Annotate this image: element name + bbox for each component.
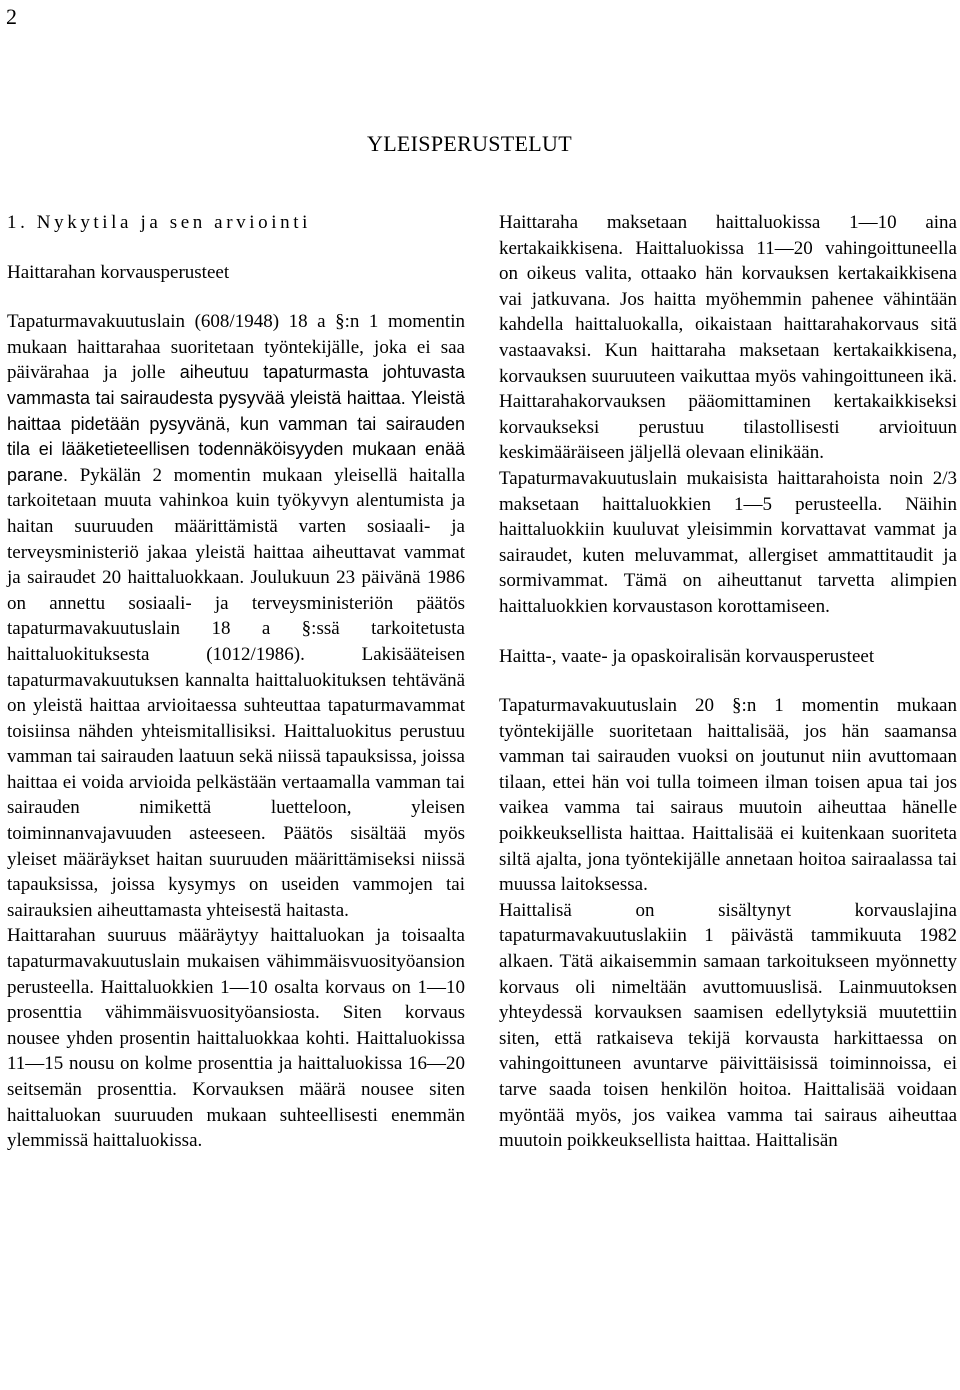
paragraph-payment: Haittaraha maksetaan haittaluokissa 1—10 aina kertakaikkisena. Haittaluokissa 11—20 vahingoittuneella on oikeus valita, ottaako hän korvauksen kertakaikkisena vai jatkuvana. Jos haitta myöhemmin pahenee vähintään kahdella haittaluokalla, oikaistaan haittarahakorvaus sitä vastaavaksi. Kun haittaraha maksetaan kertakaikkisena, korvauksen suuruuteen vaikuttaa myös vahingoittuneen ikä. Haittarahakorvauksen pääomittaminen kertakaikkiseksi korvaukseksi perustuu tilastollisesti arvioituun keskimääräiseen jäljellä olevaan elinikään. bbox=[499, 212, 957, 464]
section-heading: 1. Nykytila ja sen arviointi bbox=[7, 212, 311, 233]
paragraph-text-sans: aiheutuu tapaturmasta johtuvasta vammasta tai sairaudesta pysyvää yleistä haittaa. Yleistä haittaa pidetään pysyvänä, kun vamman tai sairauden tila ei lääketieteellisen todennäköisyyden mukaan enää parane. bbox=[7, 362, 465, 485]
paragraph-haittaraha-amount: Haittarahan suuruus määräytyy haittaluokan ja toisaalta tapaturmavakuutuslain mukaisen vähimmäisvuosityöansion perusteella. Haittaluokkien 1—10 osalta korvaus on 1—10 prosenttia vähimmäisvuosityöansiosta. Siten korvaus nousee yhden prosentin haittaluokkaa kohti. Haittaluokissa 11—15 nousu on kolme prosenttia ja haittaluokissa 16—20 seitsemän prosenttia. Korvauksen määrä nousee siten haittaluokan suuruuden mukaan suhteellisesti enemmän ylemmissä haittaluokissa. bbox=[7, 925, 465, 1152]
paragraph-text: Pykälän 2 momentin mukaan yleisellä haitalla tarkoitetaan muuta vahinkoa kuin työkyvyn alentumista ja haitan suuruuden määrittämistä varten sosiaali- ja terveysministeriö jakaa yleistä haittaa aiheuttavat vammat ja sairaudet 20 haittaluokkaan. Joulukuun 23 päivänä 1986 on annettu sosiaali- ja terveysministeriön päätös tapaturmavakuutuslain 18 a §:ssä tarkoitetusta haittaluokituksesta (1012/1986). Lakisääteisen tapaturmavakuutuksen kannalta haittaluokituksen tehtävänä on yleistä haittaa arvioitaessa suhteuttaa tapaturmavammat toisiinsa nähden yhteismitallisiksi. Haittaluokitus perustuu vamman tai sairauden laatuun sekä niissä tapauksissa, joissa haittaa ei voida arvioida pelkästään vertaamalla vamman tai sairauden nimikettä luetteloon, yleisen toiminnanvajavuuden asteeseen. Päätös sisältää myös yleiset määräykset haitan suuruuden määrittämiseksi niissä tapauksissa, joissa kysymys on useiden vammojen tai sairauksien aiheuttamasta yhteisestä haitasta. bbox=[7, 464, 465, 921]
paragraph-haittaraha-intro bbox=[7, 309, 465, 923]
paragraph-text: Tapaturmavakuutuslain (608/1948) 18 a §:n 1 momentin mukaan haittarahaa suoritetaan työntekijälle, joka ei saa päivärahaa ja jolle bbox=[7, 311, 465, 384]
paragraph-haittalisa: Tapaturmavakuutuslain 20 §:n 1 momentin mukaan työntekijälle suoritetaan haittalisää, jos hän saamansa vamman tai sairauden vuoksi on joutunut niin avuttomaan tilaan, ettei hän voi tulla toimeen ilman toisen apua tai jos vaikea vamma tai sairaus muutoin aiheuttaa hänelle poikkeuksellista haittaa. Haittalisää ei kuitenkaan suoriteta siltä ajalta, jona työntekijälle annetaan hoitoa sairaalassa tai muussa laitoksessa. bbox=[499, 695, 957, 896]
subsection-heading-haittalisa: Haitta-, vaate- ja opaskoiralisän korvausperusteet bbox=[499, 645, 875, 667]
page-title: YLEISPERUSTELUT bbox=[367, 131, 572, 156]
subsection-heading-haittaraha: Haittarahan korvausperusteet bbox=[7, 261, 230, 283]
right-column bbox=[499, 210, 957, 1154]
paragraph-distribution: Tapaturmavakuutuslain mukaisista haittarahoista noin 2/3 maksetaan haittaluokkien 1—5 perusteella. Näihin haittaluokkiin kuuluvat yleisimmin korvattavat vammat ja sairaudet, kuten meluvammat, allergiset ammattitaudit ja sormivammat. Tämä on aiheuttanut tarvetta alimpien haittaluokkien korvaustason korottamiseen. bbox=[499, 467, 957, 617]
paragraph-haittalisa-history: Haittalisä on sisältynyt korvauslajina tapaturmavakuutuslakiin 1 päivästä tammikuuta 1982 alkaen. Tätä aikaisemmin samaan tarkoitukseen myönnetty korvaus oli nimeltään avuttomuuslisä. Lainmuutoksen yhteydessä korvauksen saamisen edellytyksiä muutettiin siten, että ratkaiseva tekijä korvausta harkittaessa on vahingoittuneen avuntarve päivittäisissä toiminnoissa, ei tarve saada toisen henkilön hoitoa. Haittalisää voidaan myöntää myös, jos vaikea vamma tai sairaus aiheuttaa muutoin poikkeuksellista haittaa. Haittalisän bbox=[499, 899, 957, 1152]
page-number: 2 bbox=[6, 4, 17, 29]
left-column bbox=[7, 210, 465, 1154]
